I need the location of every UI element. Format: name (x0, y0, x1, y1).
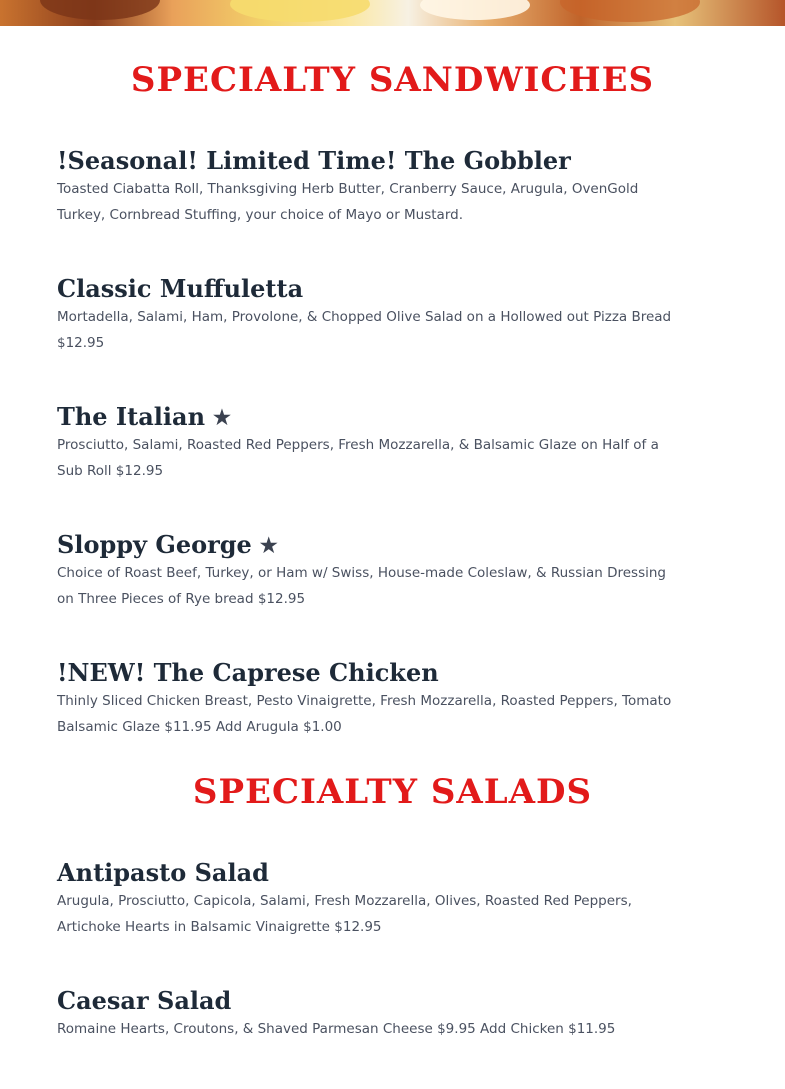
star-icon: ★ (213, 405, 231, 429)
item-description: Romaine Hearts, Croutons, & Shaved Parmesan Cheese $9.95 Add Chicken $11.95 (57, 1021, 616, 1037)
menu-item-caesar-salad (57, 986, 687, 1042)
item-name: Antipasto Salad (57, 858, 269, 887)
item-name: Sloppy George ★ (57, 530, 278, 559)
item-description: Choice of Roast Beef, Turkey, or Ham w/ Swiss, House-made Coleslaw, & Russian Dressing on Three Pieces of Rye bread $12.95 (57, 565, 666, 607)
menu-item-the-italian (57, 402, 687, 484)
section-title-sandwiches: SPECIALTY SANDWICHES (130, 60, 655, 100)
item-description: Toasted Ciabatta Roll, Thanksgiving Herb Butter, Cranberry Sauce, Arugula, OvenGold Turkey, Cornbread Stuffing, your choice of Mayo or Mustard. (57, 181, 639, 223)
item-name: Caesar Salad (57, 986, 232, 1015)
section-title-salads: SPECIALTY SALADS (192, 772, 593, 812)
menu-item-caprese-chicken (57, 658, 687, 740)
menu-item-the-gobbler (57, 146, 687, 228)
item-description: Prosciutto, Salami, Roasted Red Peppers, Fresh Mozzarella, & Balsamic Glaze on Half of a Sub Roll $12.95 (57, 437, 659, 479)
item-description: Arugula, Prosciutto, Capicola, Salami, Fresh Mozzarella, Olives, Roasted Red Peppers, Artichoke Hearts in Balsamic Vinaigrette $12.95 (57, 893, 632, 935)
item-description: Thinly Sliced Chicken Breast, Pesto Vinaigrette, Fresh Mozzarella, Roasted Peppers, Tomato Balsamic Glaze $11.95 Add Arugula $1.00 (57, 693, 672, 735)
hero-food-image (0, 0, 785, 26)
menu-item-classic-muffuletta (57, 274, 687, 356)
item-name: Classic Muffuletta (57, 274, 304, 303)
star-icon: ★ (259, 533, 278, 557)
item-name: !Seasonal! Limited Time! The Gobbler (57, 146, 571, 175)
menu-item-antipasto-salad (57, 858, 687, 940)
item-name: !NEW! The Caprese Chicken (57, 658, 439, 687)
menu-item-sloppy-george (57, 530, 687, 612)
item-name: The Italian ★ (57, 402, 231, 431)
item-description: Mortadella, Salami, Ham, Provolone, & Chopped Olive Salad on a Hollowed out Pizza Bread $12.95 (57, 309, 672, 351)
